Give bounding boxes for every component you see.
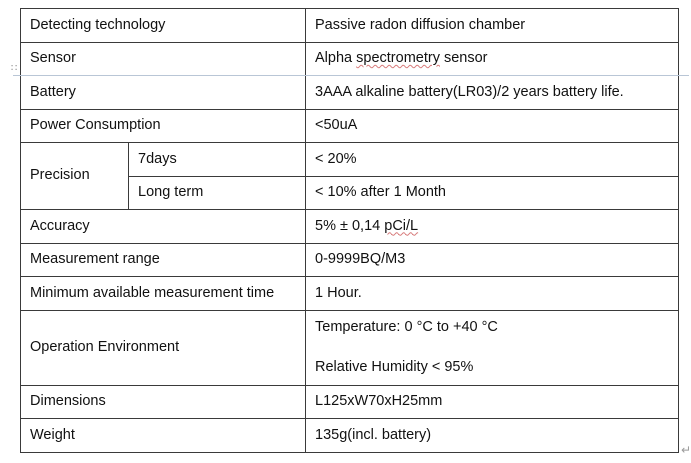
table-row [21, 9, 679, 43]
row-label-dimensions: Dimensions [21, 385, 306, 419]
sub-label-long-term: Long term [129, 176, 306, 210]
row-label-minimum-measurement-time: Minimum available measurement time [21, 277, 306, 311]
row-label-precision: Precision [21, 143, 129, 210]
row-value-battery: 3AAA alkaline battery(LR03)/2 years battery life. [306, 76, 679, 110]
page-break-marker-icon: ∷ [11, 63, 18, 74]
table-row [21, 385, 679, 419]
table-row [21, 210, 679, 244]
table-row [21, 76, 679, 110]
humidity-range-text: Relative Humidity < 95% [315, 358, 474, 375]
row-label-sensor: Sensor [21, 42, 306, 76]
row-label-power-consumption: Power Consumption [21, 109, 306, 143]
table-row [21, 42, 679, 76]
row-label-detecting-technology: Detecting technology [21, 9, 306, 43]
sensor-value-suffix: sensor [439, 50, 488, 67]
row-value-accuracy [306, 210, 679, 244]
spellcheck-flagged-word: spectrometry [356, 50, 440, 67]
table-row [21, 109, 679, 143]
spellcheck-flagged-word: pCi/L [384, 217, 419, 234]
page-break-line [13, 75, 689, 76]
row-value-operation-environment [306, 310, 679, 385]
accuracy-value-prefix: 5% ± 0,14 [315, 217, 385, 234]
temperature-range-text: Temperature: 0 °C to +40 °C [315, 319, 498, 336]
row-value-precision-7days: < 20% [306, 143, 679, 177]
sensor-value-prefix: Alpha [315, 50, 357, 67]
row-value-sensor [306, 42, 679, 76]
table-row [21, 243, 679, 277]
row-value-detecting-technology: Passive radon diffusion chamber [306, 9, 679, 43]
row-label-battery: Battery [21, 76, 306, 110]
row-label-accuracy: Accuracy [21, 210, 306, 244]
row-value-minimum-measurement-time: 1 Hour. [306, 277, 679, 311]
row-value-power-consumption: <50uA [306, 109, 679, 143]
row-value-precision-long-term: < 10% after 1 Month [306, 176, 679, 210]
table-row [21, 277, 679, 311]
row-label-measurement-range: Measurement range [21, 243, 306, 277]
row-label-operation-environment: Operation Environment [21, 310, 306, 385]
row-value-dimensions: L125xW70xH25mm [306, 385, 679, 419]
sub-label-7days: 7days [129, 143, 306, 177]
table-row [21, 419, 679, 453]
table-row [21, 143, 679, 177]
row-label-weight: Weight [21, 419, 306, 453]
table-row [21, 310, 679, 385]
paragraph-mark-icon: ↵ [681, 443, 691, 457]
row-value-weight: 135g(incl. battery) [306, 419, 679, 453]
row-value-measurement-range: 0-9999BQ/M3 [306, 243, 679, 277]
